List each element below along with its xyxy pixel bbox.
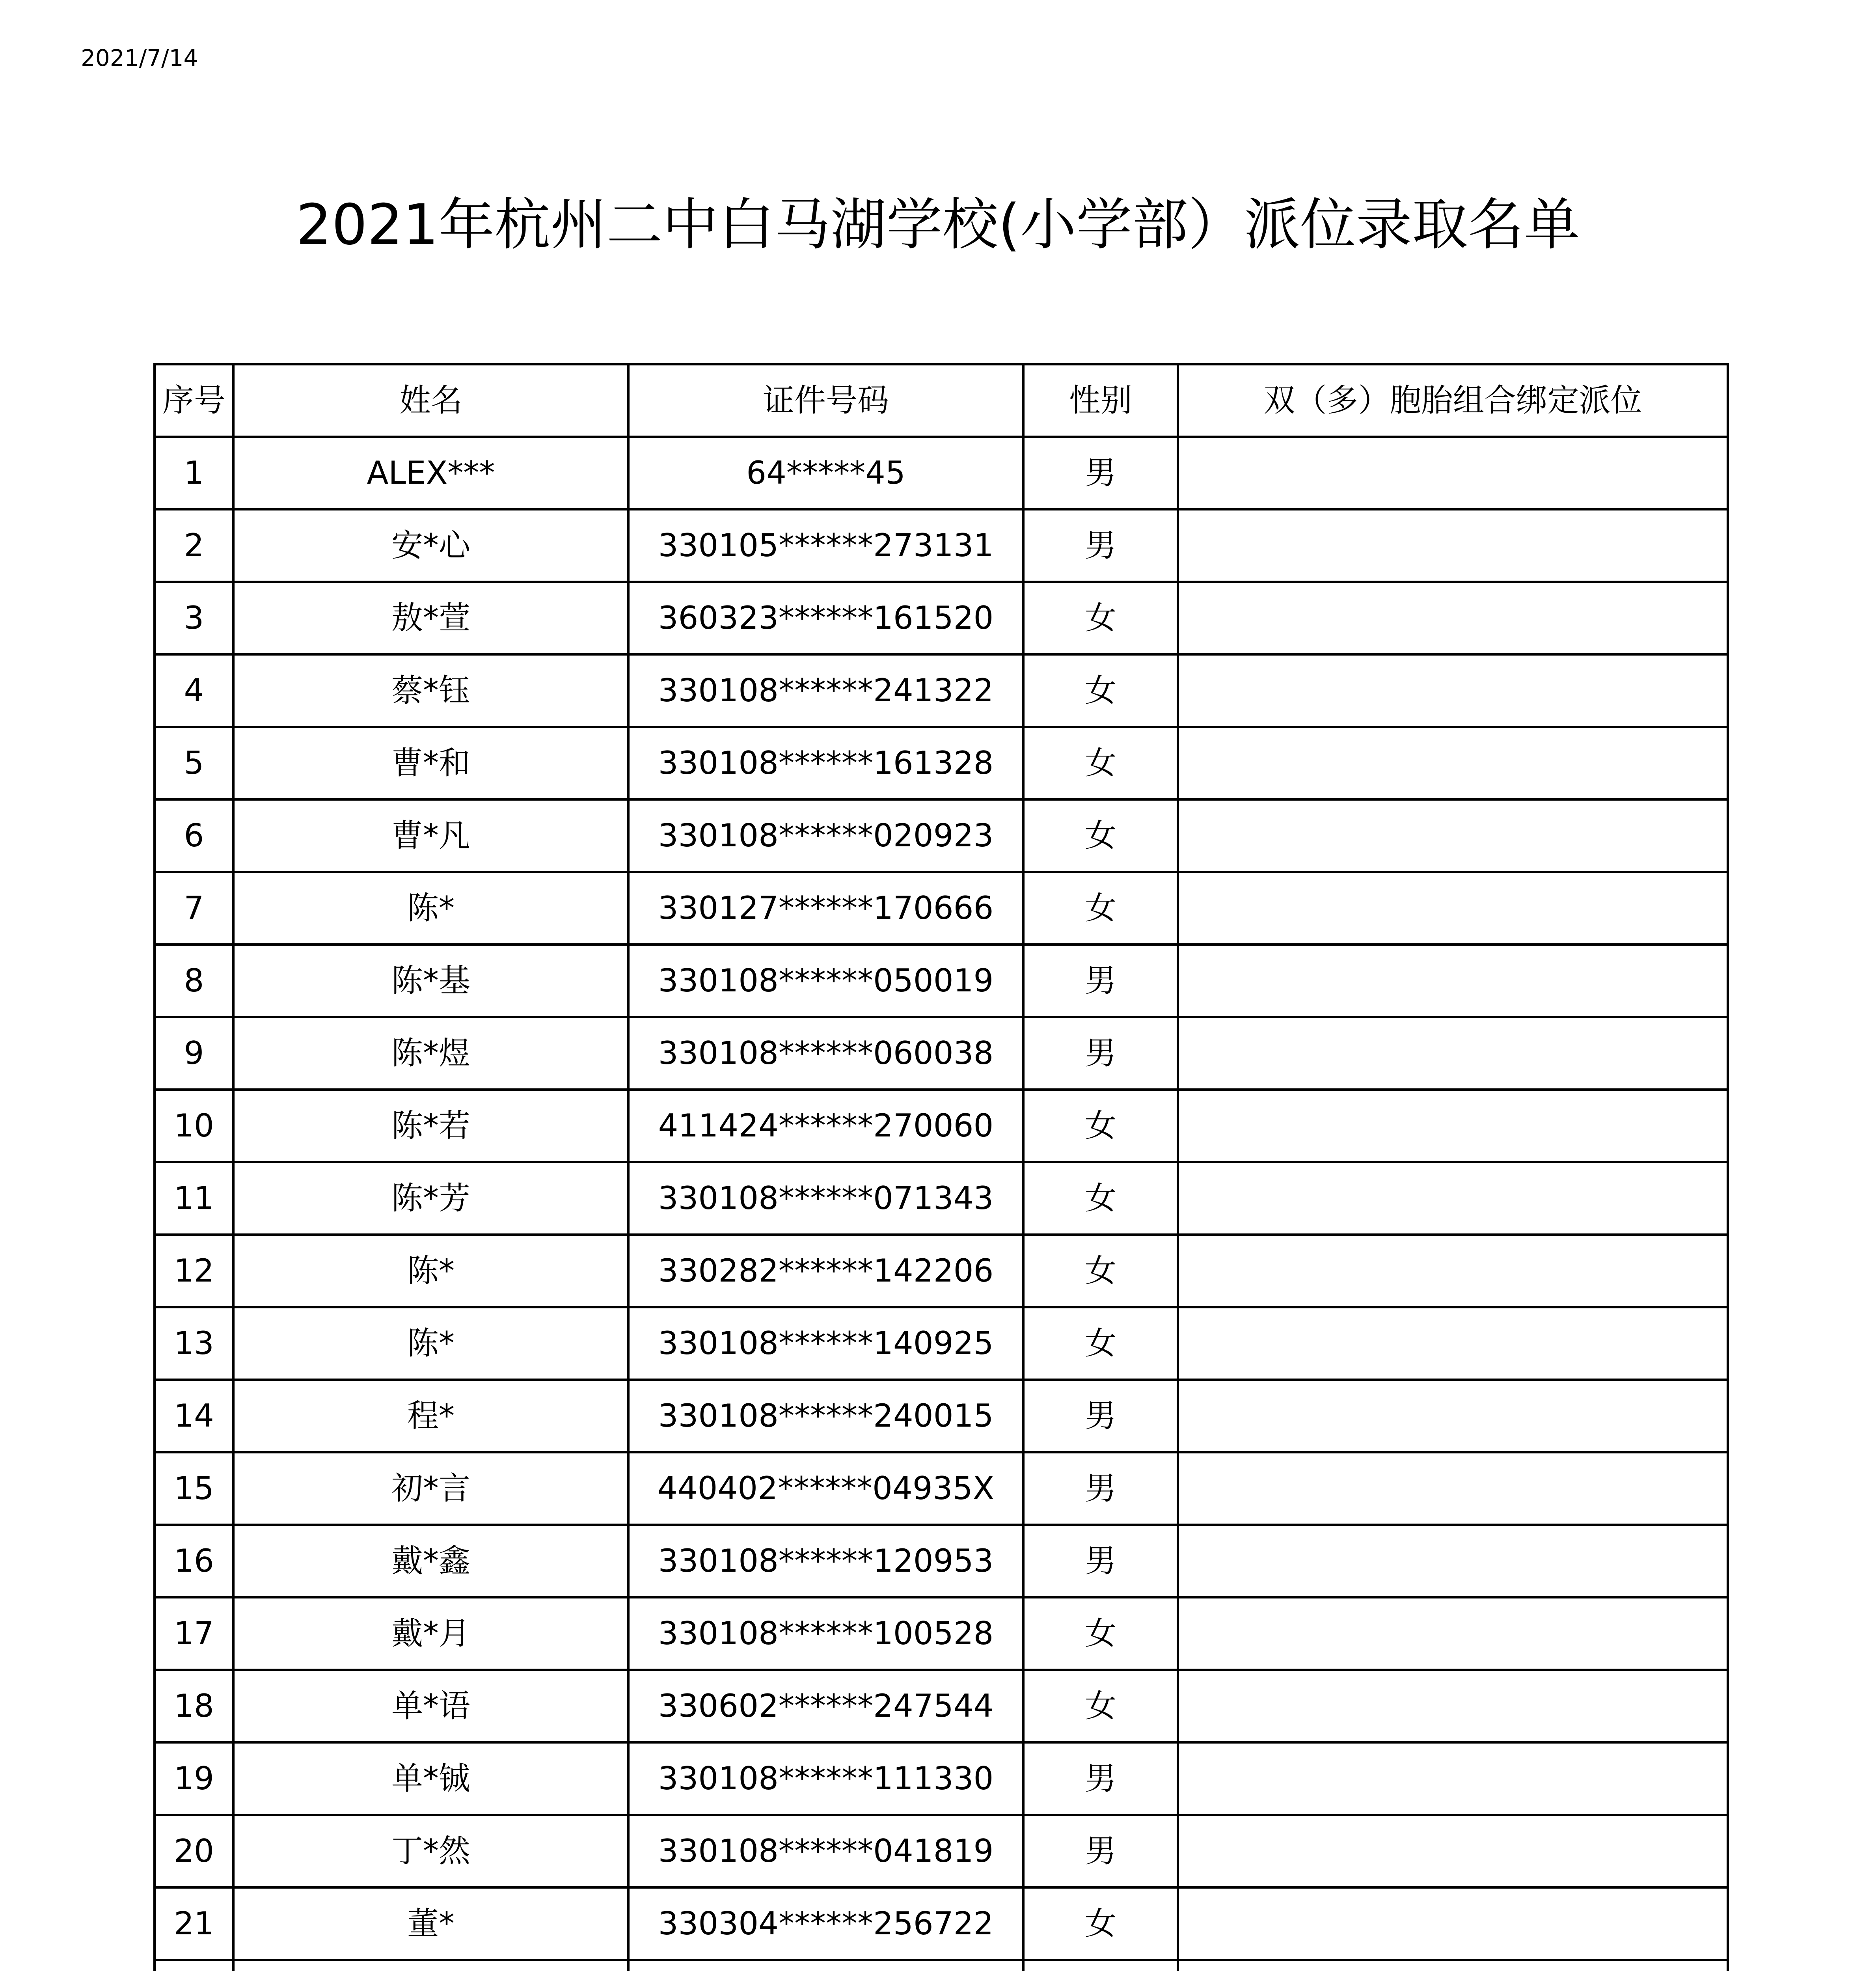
cell-name: 陈* — [233, 1307, 628, 1380]
cell-gender: 女 — [1023, 1235, 1178, 1307]
cell-gender: 女 — [1023, 1887, 1178, 1960]
cell-number: 1 — [155, 437, 233, 509]
cell-number: 20 — [155, 1815, 233, 1887]
cell-gender: 女 — [1023, 1090, 1178, 1162]
cell-twins — [1178, 1452, 1728, 1525]
table-row — [155, 437, 1728, 509]
cell-twins — [1178, 1670, 1728, 1742]
cell-name: 敖*萱 — [233, 582, 628, 654]
admission-table — [153, 363, 1729, 1971]
cell-id: 330108******140925 — [628, 1307, 1023, 1380]
cell-twins — [1178, 945, 1728, 1017]
cell-id: 330108******240015 — [628, 1380, 1023, 1452]
cell-name: 程* — [233, 1380, 628, 1452]
cell-id: 330105******273131 — [628, 509, 1023, 582]
cell-number: 17 — [155, 1597, 233, 1670]
cell-name: 单*铖 — [233, 1742, 628, 1815]
cell-id: 440402******04935X — [628, 1452, 1023, 1525]
cell-twins — [1178, 799, 1728, 872]
cell-gender: 男 — [1023, 1452, 1178, 1525]
cell-gender: 男 — [1023, 437, 1178, 509]
cell-twins — [1178, 1887, 1728, 1960]
table-row — [155, 727, 1728, 799]
table-row — [155, 1670, 1728, 1742]
cell-id: 330127******170666 — [628, 872, 1023, 945]
table-body — [155, 437, 1728, 1971]
cell-gender: 男 — [1023, 509, 1178, 582]
cell-id: 64*****45 — [628, 437, 1023, 509]
cell-id: 330108******050019 — [628, 945, 1023, 1017]
cell-gender: 女 — [1023, 1670, 1178, 1742]
cell-id: 330108******060038 — [628, 1017, 1023, 1090]
cell-name: 陈*芳 — [233, 1162, 628, 1235]
cell-number: 10 — [155, 1090, 233, 1162]
cell-gender: 女 — [1023, 1307, 1178, 1380]
cell-number: 7 — [155, 872, 233, 945]
table-row — [155, 1525, 1728, 1597]
column-header-id: 证件号码 — [628, 364, 1023, 437]
column-header-number: 序号 — [155, 364, 233, 437]
cell-name: 戴*鑫 — [233, 1525, 628, 1597]
page-title: 2021年杭州二中白马湖学校(小学部）派位录取名单 — [296, 192, 1580, 257]
cell-twins — [1178, 509, 1728, 582]
cell-id — [628, 1960, 1023, 1971]
cell-number — [155, 1960, 233, 1971]
cell-id: 330108******100528 — [628, 1597, 1023, 1670]
table-row — [155, 1597, 1728, 1670]
cell-twins — [1178, 1162, 1728, 1235]
cell-twins — [1178, 1090, 1728, 1162]
cell-name: 陈*基 — [233, 945, 628, 1017]
cell-gender: 男 — [1023, 1017, 1178, 1090]
table-row — [155, 1090, 1728, 1162]
table-row — [155, 945, 1728, 1017]
cell-id: 330304******256722 — [628, 1887, 1023, 1960]
cell-id: 330108******020923 — [628, 799, 1023, 872]
cell-name: 初*言 — [233, 1452, 628, 1525]
cell-twins — [1178, 437, 1728, 509]
cell-name: 陈*若 — [233, 1090, 628, 1162]
table-header-row — [155, 364, 1728, 437]
cell-twins — [1178, 727, 1728, 799]
cell-number: 3 — [155, 582, 233, 654]
cell-id: 330108******071343 — [628, 1162, 1023, 1235]
table-row — [155, 872, 1728, 945]
cell-twins — [1178, 1307, 1728, 1380]
cell-twins — [1178, 1525, 1728, 1597]
cell-gender: 女 — [1023, 872, 1178, 945]
cell-id: 330108******241322 — [628, 654, 1023, 727]
cell-id: 330108******120953 — [628, 1525, 1023, 1597]
table-row — [155, 1742, 1728, 1815]
cell-number: 14 — [155, 1380, 233, 1452]
table-row — [155, 1380, 1728, 1452]
cell-gender: 男 — [1023, 1742, 1178, 1815]
cell-gender — [1023, 1960, 1178, 1971]
cell-id: 330282******142206 — [628, 1235, 1023, 1307]
cell-gender: 女 — [1023, 1162, 1178, 1235]
column-header-gender: 性别 — [1023, 364, 1178, 437]
cell-number: 6 — [155, 799, 233, 872]
table-row — [155, 799, 1728, 872]
cell-number: 15 — [155, 1452, 233, 1525]
cell-gender: 女 — [1023, 1597, 1178, 1670]
table-row — [155, 654, 1728, 727]
cell-gender: 女 — [1023, 727, 1178, 799]
cell-number: 5 — [155, 727, 233, 799]
cell-number: 19 — [155, 1742, 233, 1815]
cell-twins — [1178, 654, 1728, 727]
cell-name: 戴*月 — [233, 1597, 628, 1670]
table-row — [155, 582, 1728, 654]
cell-number: 13 — [155, 1307, 233, 1380]
cell-twins — [1178, 872, 1728, 945]
cell-name: 蔡*钰 — [233, 654, 628, 727]
cell-name: ALEX*** — [233, 437, 628, 509]
cell-number: 16 — [155, 1525, 233, 1597]
cell-number: 9 — [155, 1017, 233, 1090]
cell-twins — [1178, 582, 1728, 654]
cell-number: 4 — [155, 654, 233, 727]
table-row — [155, 1452, 1728, 1525]
cell-twins — [1178, 1235, 1728, 1307]
cell-name: 陈*煜 — [233, 1017, 628, 1090]
table-row — [155, 1887, 1728, 1960]
cell-id: 411424******270060 — [628, 1090, 1023, 1162]
cell-id: 360323******161520 — [628, 582, 1023, 654]
cell-twins — [1178, 1017, 1728, 1090]
cell-gender: 女 — [1023, 582, 1178, 654]
cell-gender: 女 — [1023, 654, 1178, 727]
cell-twins — [1178, 1815, 1728, 1887]
cell-id: 330108******161328 — [628, 727, 1023, 799]
column-header-twins: 双（多）胞胎组合绑定派位 — [1178, 364, 1728, 437]
cell-name: 丁*然 — [233, 1815, 628, 1887]
cell-gender: 男 — [1023, 1525, 1178, 1597]
cell-name: 单*语 — [233, 1670, 628, 1742]
column-header-name: 姓名 — [233, 364, 628, 437]
cell-id: 330108******041819 — [628, 1815, 1023, 1887]
table-row — [155, 1162, 1728, 1235]
table-row — [155, 509, 1728, 582]
cell-number: 2 — [155, 509, 233, 582]
cell-name: 安*心 — [233, 509, 628, 582]
table-row — [155, 1815, 1728, 1887]
cell-twins — [1178, 1597, 1728, 1670]
table-row — [155, 1960, 1728, 1971]
cell-name: 董* — [233, 1887, 628, 1960]
cell-name: 曹*和 — [233, 727, 628, 799]
table-row — [155, 1017, 1728, 1090]
cell-gender: 男 — [1023, 1380, 1178, 1452]
cell-number: 11 — [155, 1162, 233, 1235]
cell-gender: 男 — [1023, 1815, 1178, 1887]
table-row — [155, 1307, 1728, 1380]
cell-twins — [1178, 1380, 1728, 1452]
cell-name: 陈* — [233, 872, 628, 945]
cell-name: 曹*凡 — [233, 799, 628, 872]
cell-id: 330602******247544 — [628, 1670, 1023, 1742]
cell-id: 330108******111330 — [628, 1742, 1023, 1815]
cell-gender: 男 — [1023, 945, 1178, 1017]
cell-number: 12 — [155, 1235, 233, 1307]
cell-name — [233, 1960, 628, 1971]
cell-number: 18 — [155, 1670, 233, 1742]
cell-number: 21 — [155, 1887, 233, 1960]
cell-gender: 女 — [1023, 799, 1178, 872]
print-date: 2021/7/14 — [81, 45, 198, 71]
cell-number: 8 — [155, 945, 233, 1017]
cell-twins — [1178, 1742, 1728, 1815]
cell-name: 陈* — [233, 1235, 628, 1307]
cell-twins — [1178, 1960, 1728, 1971]
table-row — [155, 1235, 1728, 1307]
